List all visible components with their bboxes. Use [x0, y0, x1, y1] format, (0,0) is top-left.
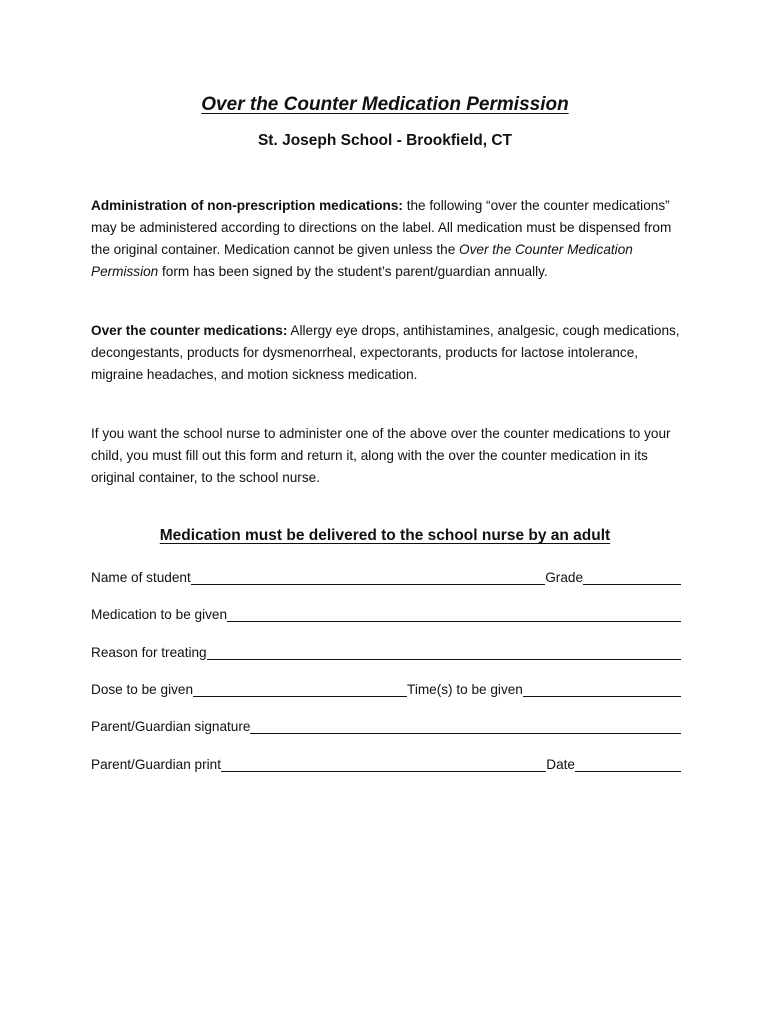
dose-times-row [91, 677, 681, 699]
grade-field[interactable] [583, 567, 681, 585]
print-date-row [91, 752, 681, 774]
document-title: Over the Counter Medication Permission [201, 94, 569, 115]
reason-field[interactable] [207, 642, 681, 660]
administration-paragraph [91, 195, 691, 283]
signature-field[interactable] [250, 716, 681, 734]
signature-row [91, 714, 681, 736]
student-name-label: Name of student [91, 570, 191, 585]
otc-medications-paragraph [91, 320, 691, 386]
signature-label: Parent/Guardian signature [91, 719, 251, 734]
administration-text-a: the following “over the counter medications” may be administered according to directions on the label. All medication must be dispensed from the original container. Medication cannot be given unless the [91, 198, 672, 257]
reason-row [91, 640, 681, 662]
reason-label: Reason for treating [91, 645, 207, 660]
administration-text-b: form has been signed by the student’s parent/guardian annually. [158, 264, 548, 279]
times-field[interactable] [523, 679, 681, 697]
print-field[interactable] [221, 754, 546, 772]
print-label: Parent/Guardian print [91, 757, 221, 772]
grade-label: Grade [545, 570, 583, 585]
delivery-heading: Medication must be delivered to the school nurse by an adult [159, 527, 611, 544]
medication-label: Medication to be given [91, 607, 228, 622]
times-label: Time(s) to be given [407, 682, 523, 697]
date-field[interactable] [575, 754, 681, 772]
medication-row [91, 602, 681, 624]
student-grade-row [91, 565, 681, 587]
administration-form-name: Over the Counter Medication Permission [91, 242, 633, 279]
instructions-paragraph: If you want the school nurse to administer one of the above over the counter medications to your child, you must fill out this form and return it, along with the over the counter medication in its original container, to the school nurse. [91, 426, 671, 485]
student-name-field[interactable] [191, 567, 545, 585]
administration-lead: Administration of non-prescription medications: [91, 198, 403, 213]
otc-medications-lead: Over the counter medications: [91, 323, 288, 338]
dose-field[interactable] [193, 679, 407, 697]
dose-label: Dose to be given [91, 682, 194, 697]
otc-medications-text: Allergy eye drops, antihistamines, analgesic, cough medications, decongestants, products for dysmenorrheal, expectorants, products for lactose intolerance, migraine headaches, and motion sickness medication. [91, 323, 680, 382]
date-label: Date [546, 757, 575, 772]
document-subtitle: St. Joseph School - Brookfield, CT [257, 132, 513, 149]
medication-field[interactable] [227, 604, 681, 622]
